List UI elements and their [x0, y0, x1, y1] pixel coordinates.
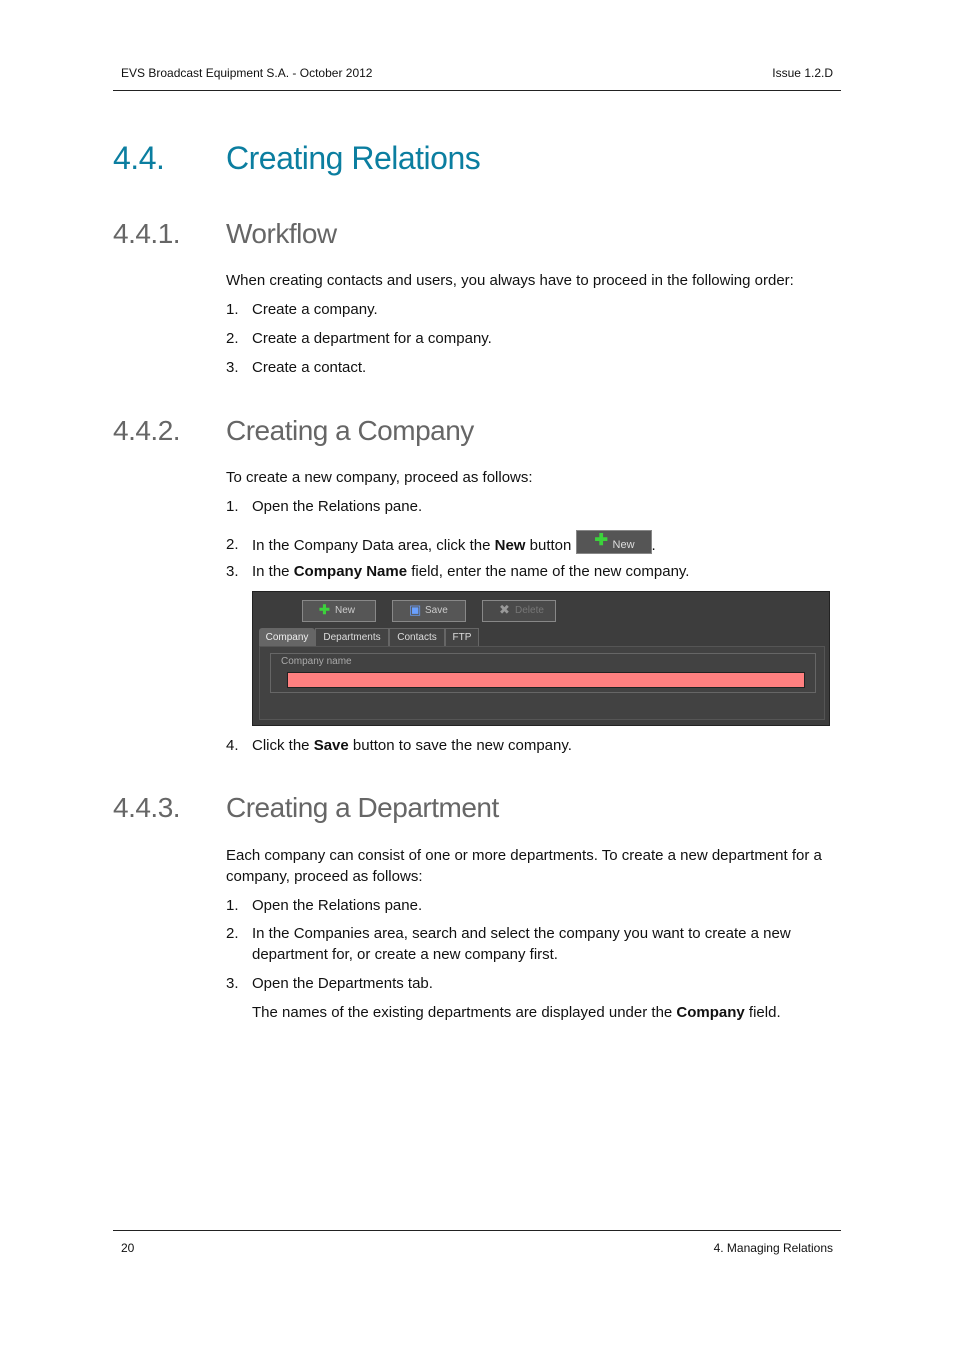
- new-button[interactable]: [302, 600, 376, 622]
- page-footer: [113, 1230, 841, 1255]
- tab-company[interactable]: Company: [259, 628, 315, 647]
- paragraph: When creating contacts and users, you always have to proceed in the following order:: [226, 272, 794, 289]
- paragraph: To create a new company, proceed as follows:: [226, 469, 533, 486]
- delete-icon: ✖: [499, 602, 510, 617]
- heading-title: Creating a Department: [226, 792, 499, 823]
- list-text: [252, 561, 822, 582]
- list-text: In the Companies area, search and select the company you want to create a new department for, or create a new company first.: [252, 925, 791, 963]
- list-text: Create a contact.: [252, 359, 367, 376]
- list-number: 2.: [226, 330, 239, 347]
- company-form: [259, 646, 825, 720]
- list-number: 1.: [226, 897, 239, 914]
- list-text: [252, 735, 822, 756]
- list-text: Create a company.: [252, 301, 378, 318]
- bold-term: Company: [676, 1004, 745, 1021]
- section-heading: [113, 140, 813, 177]
- page-header: [113, 64, 841, 91]
- tab-contacts[interactable]: Contacts: [389, 628, 445, 647]
- text-run: In the Company Data area, click the: [252, 536, 495, 554]
- subsection-heading-workflow: [113, 218, 813, 250]
- list-number: 3.: [226, 975, 239, 992]
- list-text: Open the Relations pane.: [252, 897, 423, 914]
- page-number: 20: [121, 1241, 135, 1255]
- list-number: 2.: [226, 536, 239, 553]
- bold-term: Company Name: [293, 563, 408, 580]
- floppy-icon: ▣: [409, 602, 422, 617]
- button-label: Delete: [515, 605, 544, 616]
- footer-section: 4. Managing Relations: [713, 1241, 833, 1255]
- button-label: Save: [425, 605, 448, 616]
- save-button[interactable]: [392, 600, 466, 622]
- list-number: 1.: [226, 301, 239, 318]
- company-name-input[interactable]: [287, 672, 805, 688]
- text-run: The names of the existing departments are displayed under the: [252, 1004, 677, 1021]
- heading-number: 4.4.1.: [113, 218, 181, 249]
- header-right: Issue 1.2.D: [772, 66, 833, 80]
- button-label: New: [612, 539, 635, 551]
- list-text: Open the Departments tab.: [252, 975, 433, 992]
- subsection-heading-company: [113, 415, 813, 447]
- header-left: EVS Broadcast Equipment S.A. - October 2012: [121, 66, 373, 80]
- bold-term: Save: [313, 737, 349, 754]
- heading-title: Creating Relations: [226, 140, 481, 176]
- paragraph: Each company can consist of one or more departments. To create a new department for a company, proceed as follows:: [226, 847, 822, 885]
- list-text: [252, 1002, 822, 1023]
- list-text: [252, 534, 822, 558]
- text-run: field, enter the name of the new company.: [407, 563, 690, 580]
- text-run: .: [651, 536, 656, 554]
- text-run: button: [525, 536, 572, 554]
- list-number: 2.: [226, 925, 239, 942]
- delete-button[interactable]: [482, 600, 556, 622]
- tab-departments[interactable]: Departments: [315, 628, 389, 647]
- text-run: Click the: [252, 737, 314, 754]
- button-label: New: [335, 605, 356, 616]
- list-number: 3.: [226, 563, 239, 580]
- company-name-group: [270, 653, 816, 693]
- plus-icon: ✚: [319, 602, 330, 617]
- list-number: 4.: [226, 737, 239, 754]
- bold-term: New: [494, 536, 526, 554]
- heading-number: 4.4.3.: [113, 792, 181, 823]
- company-data-panel-screenshot: [252, 591, 830, 726]
- subsection-heading-department: [113, 792, 813, 824]
- list-text: Create a department for a company.: [252, 330, 492, 347]
- heading-title: Workflow: [226, 218, 337, 249]
- heading-number: 4.4.: [113, 140, 165, 176]
- list-number: 1.: [226, 498, 239, 515]
- text-run: In the: [252, 563, 294, 580]
- heading-number: 4.4.2.: [113, 415, 181, 446]
- text-run: field.: [744, 1004, 781, 1021]
- new-button-image: [576, 530, 652, 554]
- heading-title: Creating a Company: [226, 415, 474, 446]
- tab-ftp[interactable]: FTP: [445, 628, 479, 647]
- field-label: Company name: [281, 656, 352, 667]
- list-text: Open the Relations pane.: [252, 498, 423, 515]
- plus-icon: ✚: [594, 532, 608, 549]
- list-number: 3.: [226, 359, 239, 376]
- text-run: button to save the new company.: [348, 737, 572, 754]
